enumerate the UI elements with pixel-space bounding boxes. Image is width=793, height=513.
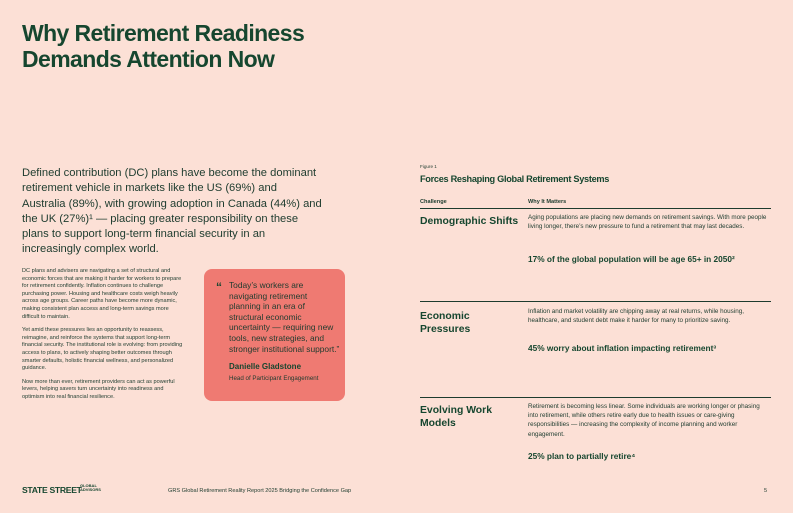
logo-subtext-line1: GLOBAL — [80, 483, 97, 488]
page-title-line2: Demands Attention Now — [22, 46, 275, 72]
body-paragraph-1: DC plans and advisers are navigating a set of structural and economic forces that are making it harder for workers to prepare for retirement confidently. Inflation continues to challenge purchasing power. Housing and healthcare costs weigh heavily across age groups. Career paths have become more dynamic, making consistent plan access and long-term savings more difficult to maintain. — [22, 268, 182, 320]
logo-subtext — [80, 484, 101, 493]
body-paragraph-3: Now more than ever, retirement providers can act as powerful levers, helping savers turn uncertainty into readiness and optimism into real financial resilience. — [22, 378, 175, 400]
state-street-logo — [22, 484, 112, 496]
quote-mark-icon: “ — [216, 280, 222, 294]
pull-quote — [204, 269, 345, 401]
stat-cell: 45% worry about inflation impacting retirement³ — [528, 343, 717, 353]
page-title-line1: Why Retirement Readiness — [22, 20, 305, 46]
forces-table — [420, 196, 771, 461]
footer-report-title: GRS Global Retirement Reality Report 2025 Bridging the Confidence Gap — [168, 488, 352, 494]
page-title — [22, 20, 304, 72]
why-cell: Inflation and market volatility are chipping away at real returns, while housing, healthcare, and student debt make it harder for many to prioritize saving. — [528, 308, 744, 325]
logo-wordmark: STATE STREET — [22, 485, 82, 495]
intro-paragraph: Defined contribution (DC) plans have become the dominant retirement vehicle in markets like the US (69%) and Australia (89%), with growing adoption in Canada (44%) and the UK (27%)¹ — placing greater responsibility on these plans to support long-term financial security in an increasingly complex world. — [22, 167, 322, 256]
body-text — [22, 268, 187, 408]
quote-author: Danielle Gladstone — [229, 362, 302, 371]
column-header-why: Why It Matters — [528, 199, 567, 205]
stat-cell: 25% plan to partially retire⁴ — [528, 451, 636, 461]
page-number: 5 — [764, 488, 768, 494]
challenge-cell: Demographic Shifts — [420, 216, 519, 227]
quote-role: Head of Participant Engagement — [229, 375, 319, 382]
row-divider — [420, 301, 771, 302]
quote-text: Today’s workers are navigating retirement planning in an era of structural economic uncertainty — requiring new tools, new strategies, and stronger institutional support.” — [229, 280, 340, 354]
row-divider — [420, 397, 771, 398]
stat-cell: 17% of the global population will be age 65+ in 2050² — [528, 254, 735, 264]
figure-title: Forces Reshaping Global Retirement Systems — [420, 174, 610, 184]
figure-label: Figure 1 — [420, 164, 437, 169]
why-cell: Retirement is becoming less linear. Some individuals are working longer or phasing into retirement, while others retire early due to health issues or care-giving responsibilities — increasing the complexity of income planning and worker engagement. — [528, 403, 760, 438]
challenge-cell: Economic Pressures — [420, 311, 471, 336]
table-header-row — [420, 196, 771, 209]
column-header-challenge: Challenge — [420, 199, 447, 205]
body-paragraph-2: Yet amid these pressures lies an opportunity to reassess, reimagine, and reinforce the systems that support long-term financial security. The institutional role is evolving: from providing access to plans, to actively shaping better outcomes through smarter defaults, holistic financial wellness, and personalized guidance. — [22, 327, 183, 372]
challenge-cell: Evolving Work Models — [420, 405, 492, 430]
why-cell: Aging populations are placing new demands on retirement savings. With more people living longer, there’s new pressure to fund a retirement that may last decades. — [528, 214, 767, 231]
logo-subtext-line2: ADVISORS — [80, 487, 101, 493]
